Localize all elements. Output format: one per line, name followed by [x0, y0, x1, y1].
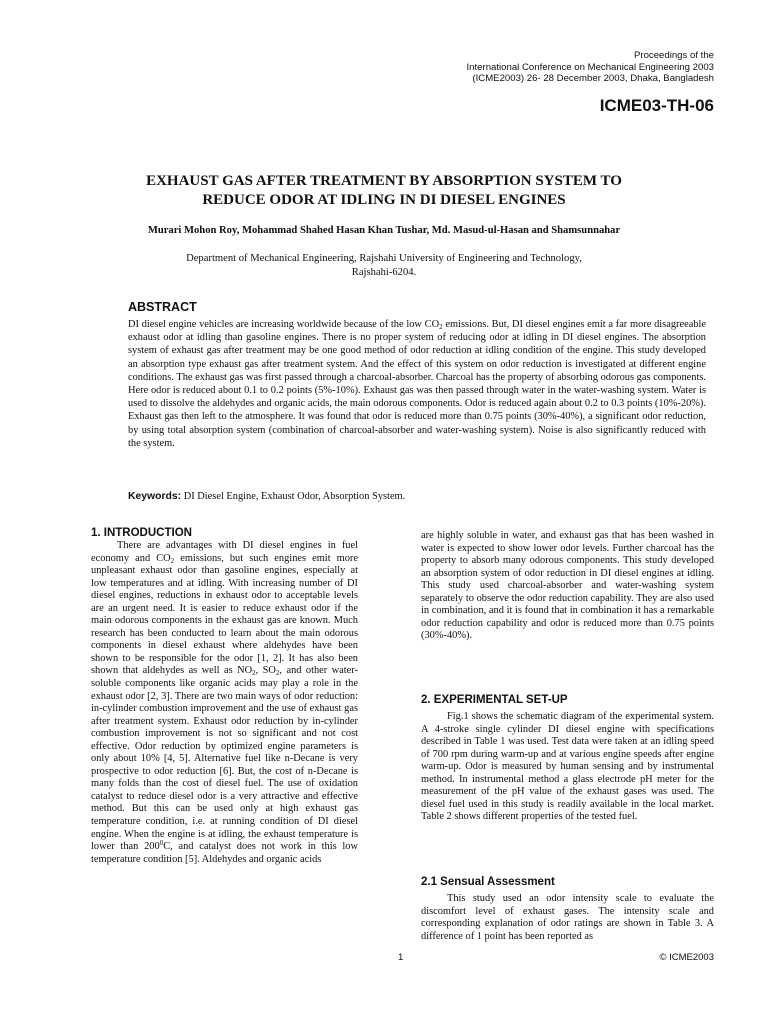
intro-sup-degree: 0 [159, 839, 164, 848]
intro-text-4: , and other water-soluble components like organic acids may play a role in the exhaust odor [2, 3]. There are two main ways of odor reduction: in-cylinder combustion improvement and the use of exhaust gas after treatment system. Exhaust odor reduction by in-cylinder combustion improvement is not so significant and not cost effective. Odor reduction by optimized engine parameters is only about 10% [4, 5]. Alternative fuel like n-Decane is very prospective to odor reduction [6]. But, the cost of n-Decane is many folds than the cost of diesel fuel. The use of oxidation catalyst to reduce diesel odor is a very attractive and effective method. But this can be used only at high exhaust gas temperature condition, i.e. at running condition of DI diesel engine. When the engine is at idling, the exhaust temperature is lower than 200 [91, 665, 359, 853]
conference-line: International Conference on Mechanical Engineering 2003 [466, 61, 714, 73]
affiliation-line-2: Rajshahi-6204. [351, 266, 417, 278]
introduction-heading: 1. INTRODUCTION [91, 527, 192, 539]
copyright: © ICME2003 [659, 952, 714, 963]
intro-text-1: There are advantages with DI diesel engines in fuel economy and CO [91, 540, 358, 564]
sensual-heading: 2.1 Sensual Assessment [421, 876, 555, 888]
title-line-2: REDUCE ODOR AT IDLING IN DI DIESEL ENGINES [202, 192, 566, 208]
introduction-paragraph [91, 540, 358, 866]
intro-sub-no2: 2 [252, 669, 256, 678]
introduction-right-continuation: are highly soluble in water, and exhaust gas that has been washed in water is expected to show lower odor levels. Further charcoal has the property to absorb many odorous components. This study developed an absorption system of odor reduction in DI diesel engines at idling. This study used charcoal-absorber and water-washing system separately to observe the odor reduction capability. They are also used in combination, and it is found that in combination it has a remarkable odor reduction capability and odor is reduced more than 0.75 points (30%-40%). [421, 530, 714, 642]
intro-sub-co2: 2 [170, 556, 175, 565]
title-line-1: EXHAUST GAS AFTER TREATMENT BY ABSORPTION SYSTEM TO [146, 173, 622, 189]
paper-title [60, 172, 708, 210]
keywords-text: DI Diesel Engine, Exhaust Odor, Absorption System. [181, 491, 406, 502]
setup-paragraph: Fig.1 shows the schematic diagram of the experimental system. A 4-stroke single cylinder DI diesel engine with specifications described in Table 1 was used. Test data were taken at an idling speed of 700 rpm during warm-up and at various engine speeds after engine warm-up. Odor is measured by human sensing and by instrumental method. In instrumental method a glass electrode pH meter for the measurement of the pH value of the exhaust gases was used. The diesel fuel used in this study is readily available in the local market. Table 2 shows different properties of the tested fuel. [421, 711, 714, 823]
intro-sub-so2: 2 [275, 669, 280, 678]
authors: Murari Mohon Roy, Mohammad Shahed Hasan Khan Tushar, Md. Masud-ul-Hasan and Shamsunnahar [147, 225, 621, 236]
sensual-paragraph: This study used an odor intensity scale to evaluate the discomfort level of exhaust gases. The intensity scale and corresponding explanation of odor ratings are shown in Table 3. A difference of 1 point has been reported as [421, 893, 714, 942]
paper-code: ICME03-TH-06 [599, 96, 714, 115]
page-number: 1 [398, 952, 404, 963]
intro-text-3: , SO [255, 665, 276, 677]
keywords-label: Keywords: [128, 491, 182, 502]
abstract-body [128, 318, 706, 450]
introduction-left-column [91, 540, 358, 866]
abstract-subscript: 2 [439, 323, 443, 331]
proceedings-header [467, 50, 714, 85]
conference-date-line: (ICME2003) 26- 28 December 2003, Dhaka, Bangladesh [472, 73, 714, 85]
affiliation [60, 252, 708, 279]
abstract-heading: ABSTRACT [128, 300, 197, 314]
abstract-text-1: DI diesel engine vehicles are increasing worldwide because of the low CO [128, 319, 440, 330]
intro-text-2: emissions, but such engines emit more unpleasant exhaust odor than gasoline engines, especially at low temperatures and at idling. With increasing number of DI diesel engines, reductions in exhaust odor to acceptable levels are an urgent need. It is easier to reduce exhaust odor if the main odorous components in the exhaust gas are known. Much research has been conducted to learn about the main odorous components in diesel exhaust where aldehydes have been shown to be responsible for the odor [1, 2]. It has also been shown that aldehydes as well as NO [91, 552, 358, 677]
proceedings-line: Proceedings of the [633, 50, 714, 61]
abstract-text-2: emissions. But, DI diesel engines emit a far more disagreeable exhaust odor at idling than gasoline engines. There is no proper system of reducing odor at idling in DI diesel engines. The absorption system of exhaust gas after treatment may be one good method of odor reduction at idling condition of the engine. This study developed an absorption type exhaust gas after treatment system. And the effect of this system on odor reduction is investigated at different engine conditions. The exhaust gas was first passed through a charcoal-absorber. Charcoal has the property of absorbing odorous gas components. Here odor is reduced about 0.1 to 0.2 points (5%-10%). Exhaust gas was then passed through water in the water-washing system. Water is used to dissolve the aldehydes and organic acids, the main odorous components. Odor is reduced again about 0.2 to 0.3 points (10%-20%). Exhaust gas then left to the atmosphere. It was found that odor is reduced more than 0.75 points (30%-40%), a significant odor reduction, by using total absorption system (combination of charcoal-absorber and water-washing system). Noise is also significantly reduced with the system. [128, 319, 707, 449]
affiliation-line-1: Department of Mechanical Engineering, Rajshahi University of Engineering and Technology, [186, 253, 582, 264]
setup-heading: 2. EXPERIMENTAL SET-UP [421, 694, 568, 706]
intro-text-5: C, and catalyst does not work in this low temperature condition [5]. Aldehydes and organic acids [91, 841, 358, 865]
keywords [128, 491, 405, 502]
